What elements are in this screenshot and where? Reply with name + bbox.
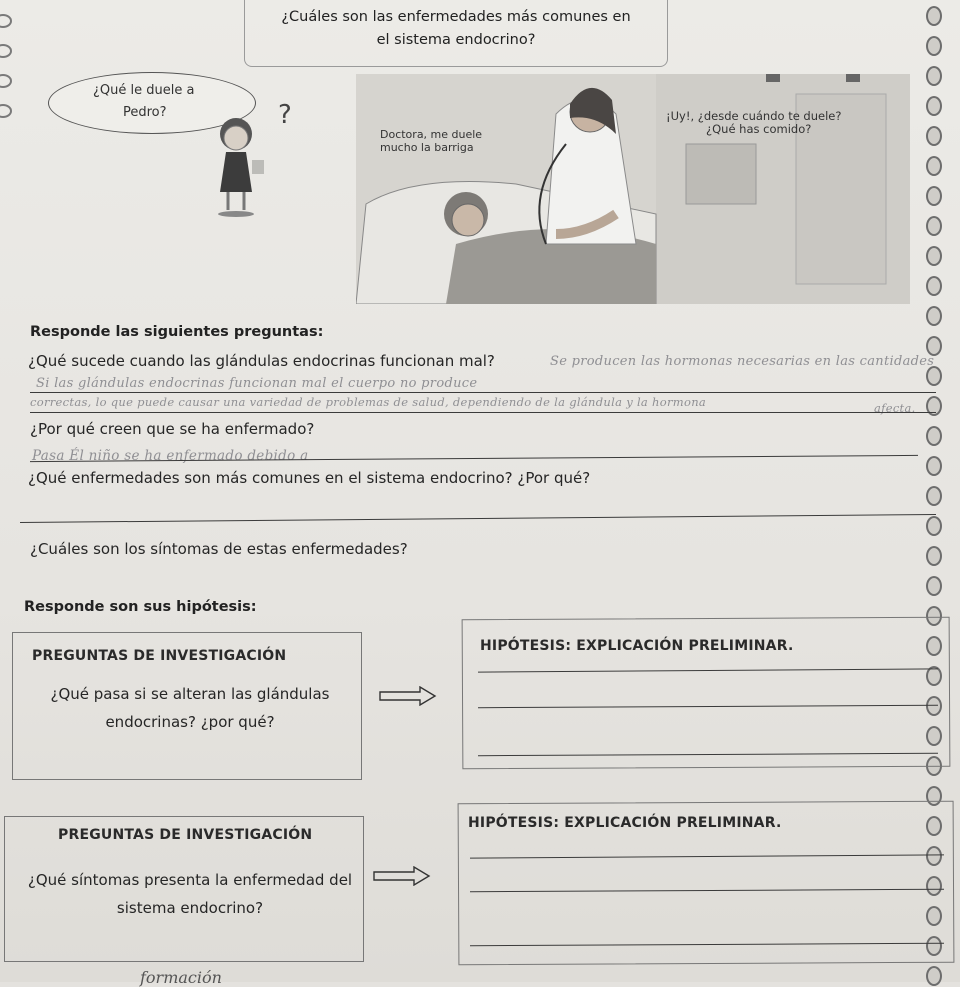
girl-figure-icon <box>200 112 280 222</box>
binding-ring <box>926 366 942 386</box>
binding-ring <box>926 36 942 56</box>
patient-speech-bubble <box>370 124 520 166</box>
binding-ring <box>926 246 942 266</box>
question-1-answer-d: afecta. <box>874 401 916 415</box>
question-mark: ? <box>278 100 292 130</box>
binding-ring <box>926 486 942 506</box>
table-2-right-header: HIPÓTESIS: EXPLICACIÓN PRELIMINAR. <box>468 815 782 831</box>
binding-ring <box>926 576 942 596</box>
binding-ring <box>926 306 942 326</box>
doctor-speech-bubble <box>666 110 906 144</box>
binding-ring <box>926 216 942 236</box>
table-2-left-header: PREGUNTAS DE INVESTIGACIÓN <box>58 827 313 843</box>
patient-bubble-line-1: Doctora, me duele <box>380 128 483 141</box>
question-2-answer: Pasa Él niño se ha enfermado debido a <box>32 448 309 464</box>
binding-ring <box>926 426 942 446</box>
arrow-right-icon <box>378 686 438 706</box>
table-2-question: ¿Qué síntomas presenta la enfermedad del sistema endocrino? <box>27 871 353 917</box>
binding-ring <box>926 336 942 356</box>
binding-ring <box>926 546 942 566</box>
binding-ring <box>926 156 942 176</box>
table-1-left-header: PREGUNTAS DE INVESTIGACIÓN <box>32 648 287 664</box>
girl-bubble-line-2: Pedro? <box>123 105 167 120</box>
arrow-right-icon <box>372 866 432 886</box>
table-1-question: ¿Qué pasa si se alteran las glándulas endocrinas? ¿por qué? <box>50 685 330 731</box>
answer-line-1 <box>30 392 936 393</box>
binding-ring <box>926 276 942 296</box>
title-line-2: el sistema endocrino? <box>376 32 536 48</box>
question-2: ¿Por qué creen que se ha enfermado? <box>30 420 315 438</box>
binding-ring <box>926 6 942 26</box>
binding-ring <box>926 96 942 116</box>
binding-ring <box>926 126 942 146</box>
question-4: ¿Cuáles son los síntomas de estas enfermedades? <box>30 540 408 558</box>
binding-ring <box>926 456 942 476</box>
answer-line-2 <box>30 412 936 413</box>
girl-bubble-line-1: ¿Qué le duele a <box>93 83 195 98</box>
binding-ring <box>926 396 942 416</box>
question-1: ¿Qué sucede cuando las glándulas endocrinas funcionan mal? <box>28 352 495 370</box>
question-1-answer-b: Si las glándulas endocrinas funcionan mal el cuerpo no produce <box>36 376 478 391</box>
doctor-bubble-line-2: ¿Qué has comido? <box>706 122 812 136</box>
binding-ring <box>926 516 942 536</box>
bottom-partial-text: formación <box>140 968 222 987</box>
left-binding <box>0 0 14 140</box>
questions-heading: Responde las siguientes preguntas: <box>30 324 324 340</box>
binding-ring <box>926 966 942 986</box>
table-1-right-header: HIPÓTESIS: EXPLICACIÓN PRELIMINAR. <box>480 638 794 654</box>
patient-bubble-line-2: mucho la barriga <box>380 141 474 154</box>
hypothesis-heading: Responde son sus hipótesis: <box>24 599 257 615</box>
question-1-answer-a: Se producen las hormonas necesarias en las cantidades <box>550 354 935 369</box>
title-line-1: ¿Cuáles son las enfermedades más comunes en <box>281 9 631 25</box>
question-1-answer-c: correctas, lo que puede causar una variedad de problemas de salud, dependiendo de la glándula y la hormona <box>30 395 707 409</box>
binding-ring <box>926 66 942 86</box>
doctor-bubble-line-1: ¡Uy!, ¿desde cuándo te duele? <box>666 109 842 123</box>
question-3: ¿Qué enfermedades son más comunes en el sistema endocrino? ¿Por qué? <box>28 469 591 487</box>
binding-ring <box>926 186 942 206</box>
answer-line-4 <box>20 514 936 523</box>
title-box <box>244 0 668 67</box>
